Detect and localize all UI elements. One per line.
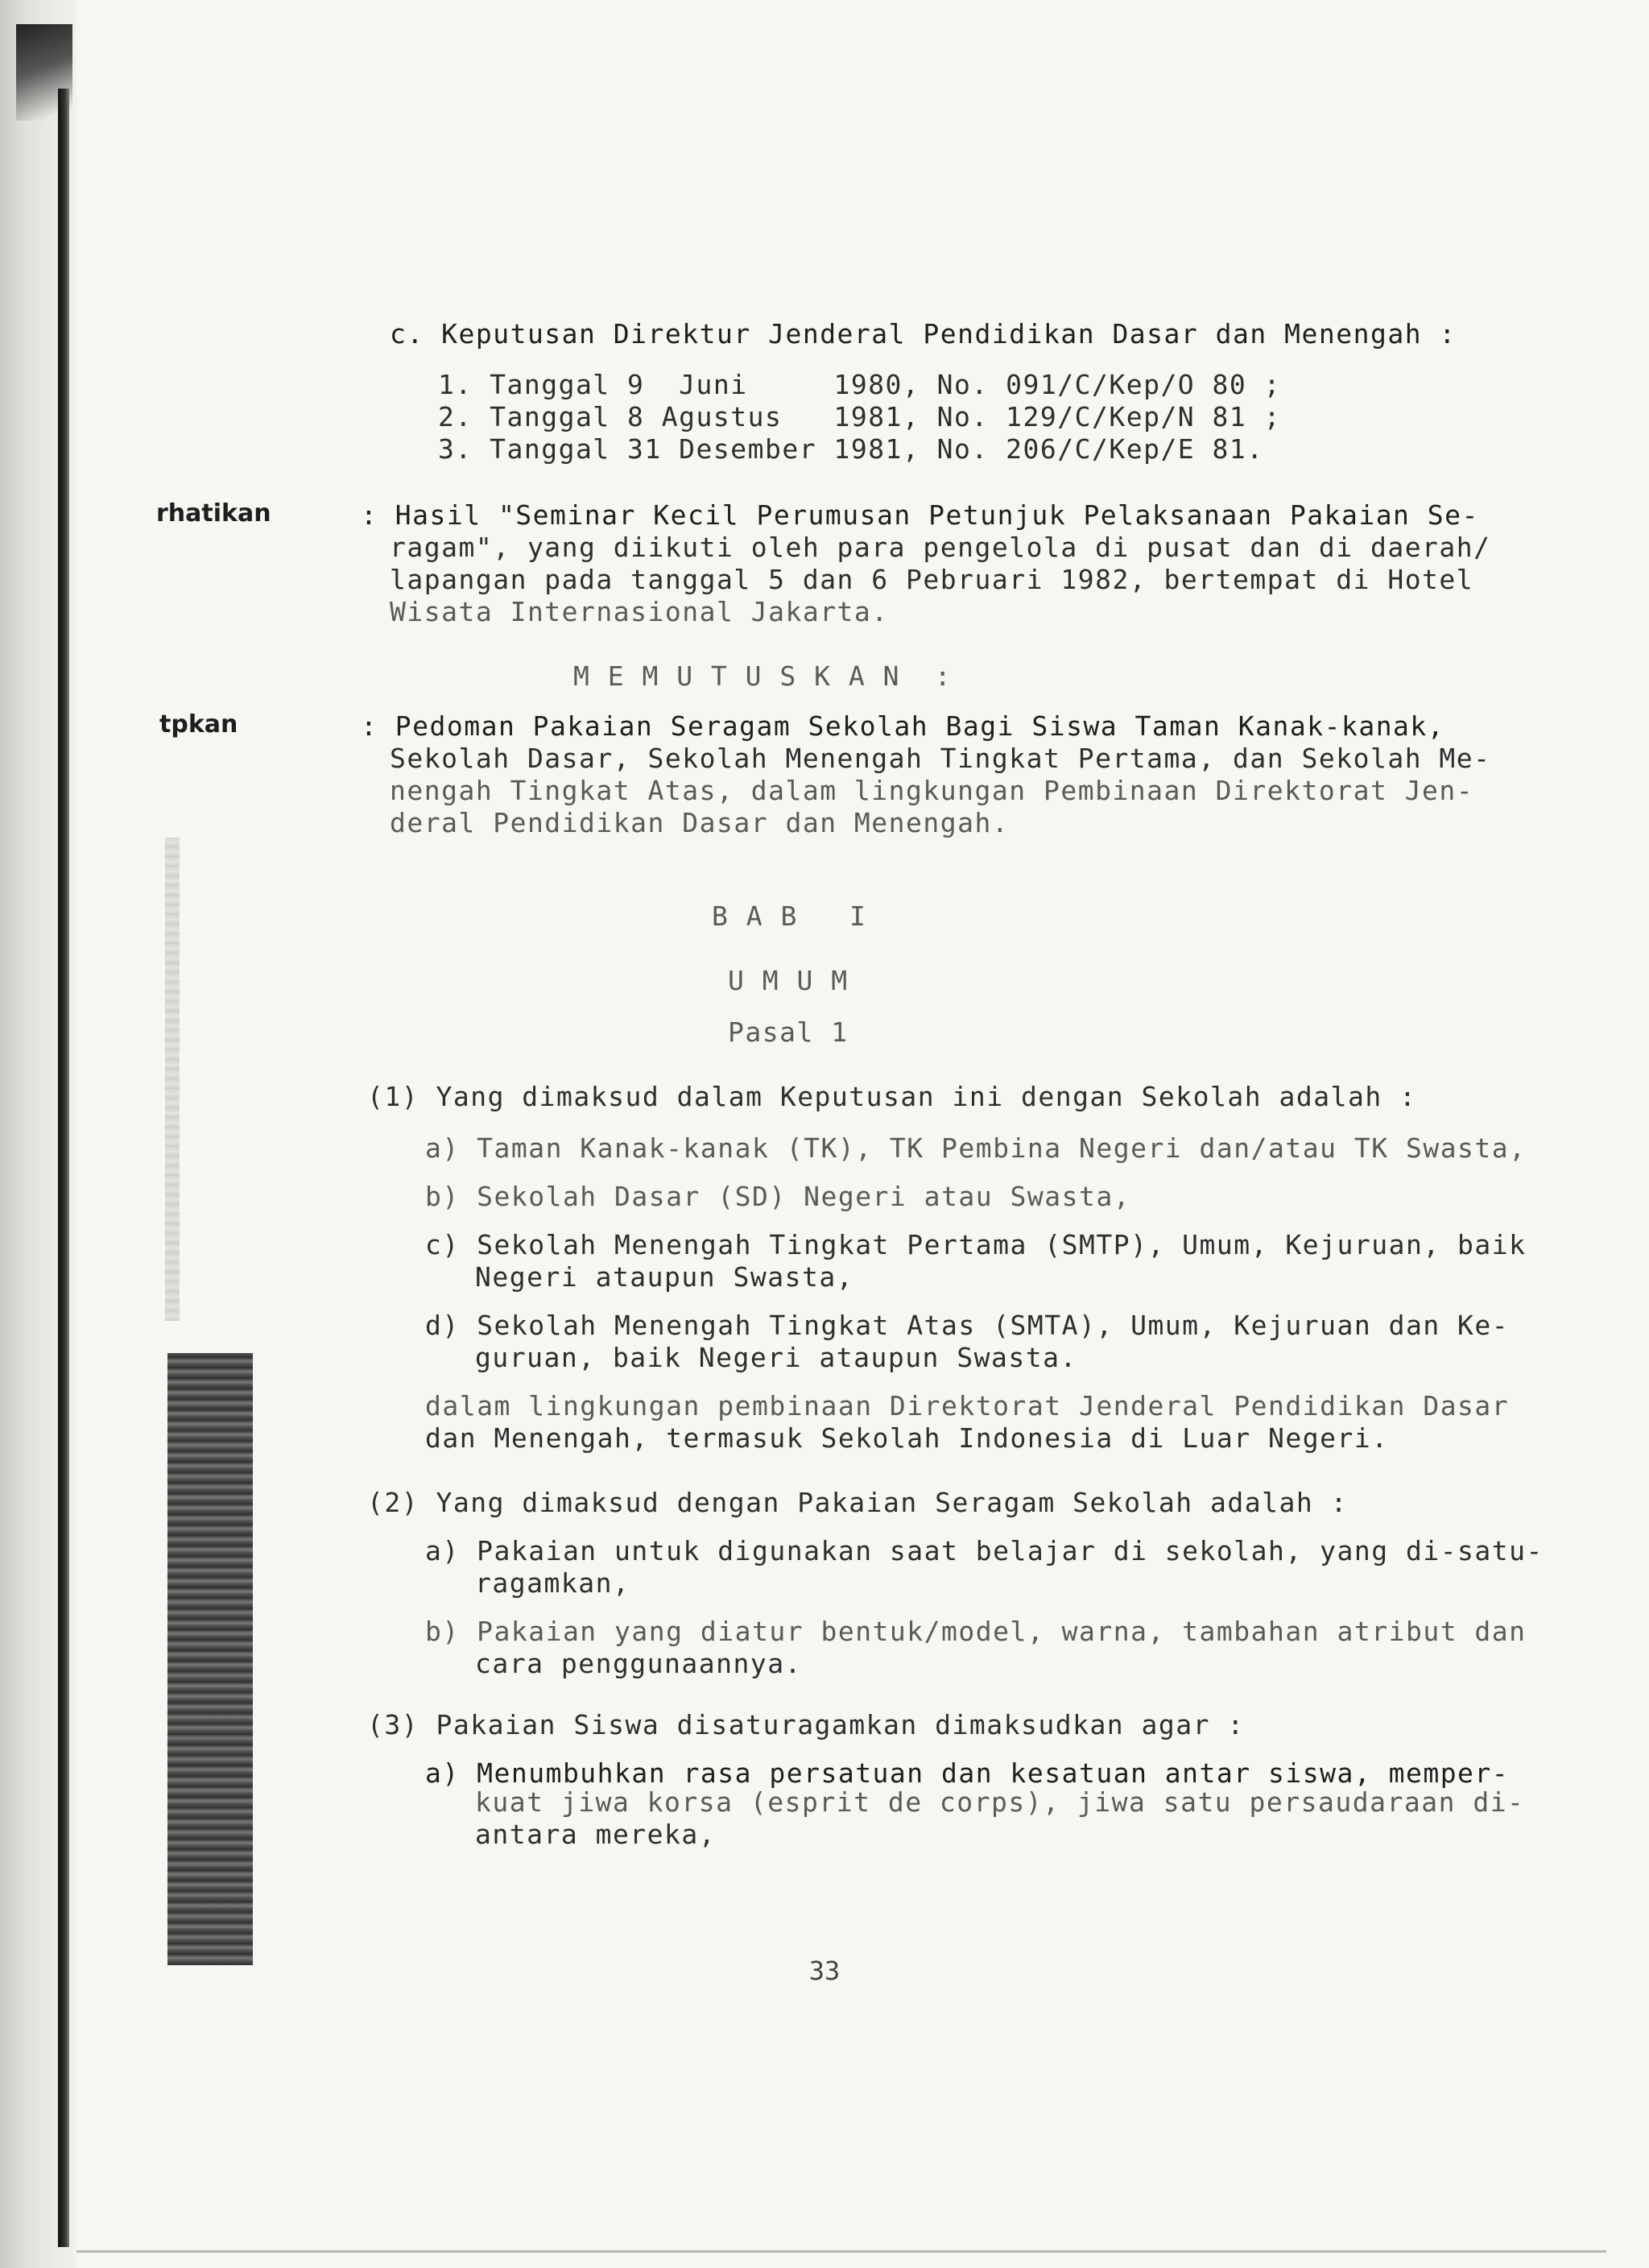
p1-tail-line-1: dalam lingkungan pembinaan Direktorat Jenderal Pendidikan Dasar (425, 1390, 1510, 1422)
memutuskan-heading: M E M U T U S K A N : (573, 660, 953, 692)
p3-item-a-line-2: kuat jiwa korsa (esprit de corps), jiwa satu persaudaraan di- (475, 1786, 1525, 1818)
memperhatikan-line-4: Wisata Internasional Jakarta. (390, 596, 889, 627)
scan-strip-dark (167, 1353, 253, 1965)
menetapkan-line-1: : Pedoman Pakaian Seragam Sekolah Bagi Siswa Taman Kanak-kanak, (361, 710, 1445, 742)
memperhatikan-line-2: ragam", yang diikuti oleh para pengelola di pusat dan di daerah/ (390, 532, 1491, 563)
menetapkan-line-2: Sekolah Dasar, Sekolah Menengah Tingkat Pertama, dan Sekolah Me- (390, 743, 1491, 774)
pasal-heading: Pasal 1 (728, 1016, 849, 1048)
p1-tail-line-2: dan Menengah, termasuk Sekolah Indonesia di Luar Negeri. (425, 1422, 1389, 1454)
p3-item-a-line-3: antara mereka, (475, 1819, 717, 1850)
section-c-item-2: 2. Tanggal 8 Agustus 1981, No. 129/C/Kep/N 81 ; (438, 401, 1282, 432)
margin-label-memperhatikan: rhatikan (156, 499, 271, 528)
scan-strip-faint (165, 838, 180, 1321)
section-c-heading: c. Keputusan Direktur Jenderal Pendidikan Dasar dan Menengah : (390, 318, 1457, 350)
p2-item-b-line-1: b) Pakaian yang diatur bentuk/model, warna, tambahan atribut dan (425, 1616, 1527, 1647)
p2-intro: (2) Yang dimaksud dengan Pakaian Seragam Sekolah adalah : (367, 1487, 1348, 1518)
p3-intro: (3) Pakaian Siswa disaturagamkan dimaksudkan agar : (367, 1709, 1245, 1740)
p1-item-c-line-1: c) Sekolah Menengah Tingkat Pertama (SMTP), Umum, Kejuruan, baik (425, 1229, 1527, 1260)
section-c-item-1: 1. Tanggal 9 Juni 1980, No. 091/C/Kep/O 80 ; (438, 369, 1282, 400)
p2-item-b-line-2: cara penggunaannya. (475, 1648, 802, 1679)
p2-item-a-line-1: a) Pakaian untuk digunakan saat belajar di sekolah, yang di-satu- (425, 1535, 1544, 1566)
p1-item-d-line-2: guruan, baik Negeri ataupun Swasta. (475, 1342, 1077, 1373)
menetapkan-line-4: deral Pendidikan Dasar dan Menengah. (390, 807, 1010, 838)
memperhatikan-line-1: : Hasil "Seminar Kecil Perumusan Petunjuk Pelaksanaan Pakaian Se- (361, 499, 1479, 531)
section-c-item-3: 3. Tanggal 31 Desember 1981, No. 206/C/Kep/E 81. (438, 433, 1264, 465)
bab-title: U M U M (728, 965, 849, 996)
bab-heading: B A B I (712, 900, 867, 932)
p1-item-d-line-1: d) Sekolah Menengah Tingkat Atas (SMTA), Umum, Kejuruan dan Ke- (425, 1310, 1510, 1341)
p1-intro: (1) Yang dimaksud dalam Keputusan ini dengan Sekolah adalah : (367, 1081, 1417, 1112)
p2-item-a-line-2: ragamkan, (475, 1567, 630, 1599)
p1-item-c-line-2: Negeri ataupun Swasta, (475, 1261, 854, 1293)
p3-item-a-line-1: a) Menumbuhkan rasa persatuan dan kesatuan antar siswa, memper- (425, 1757, 1510, 1789)
page-number: 33 (808, 1956, 841, 1986)
p1-item-a: a) Taman Kanak-kanak (TK), TK Pembina Negeri dan/atau TK Swasta, (425, 1132, 1527, 1164)
bottom-scan-edge (76, 2250, 1606, 2253)
p1-item-b: b) Sekolah Dasar (SD) Negeri atau Swasta, (425, 1181, 1131, 1212)
margin-label-menetapkan: tpkan (159, 710, 238, 739)
memperhatikan-line-3: lapangan pada tanggal 5 dan 6 Pebruari 1982, bertempat di Hotel (390, 564, 1474, 595)
spine-edge (58, 89, 69, 2247)
menetapkan-line-3: nengah Tingkat Atas, dalam lingkungan Pembinaan Direktorat Jen- (390, 775, 1474, 806)
